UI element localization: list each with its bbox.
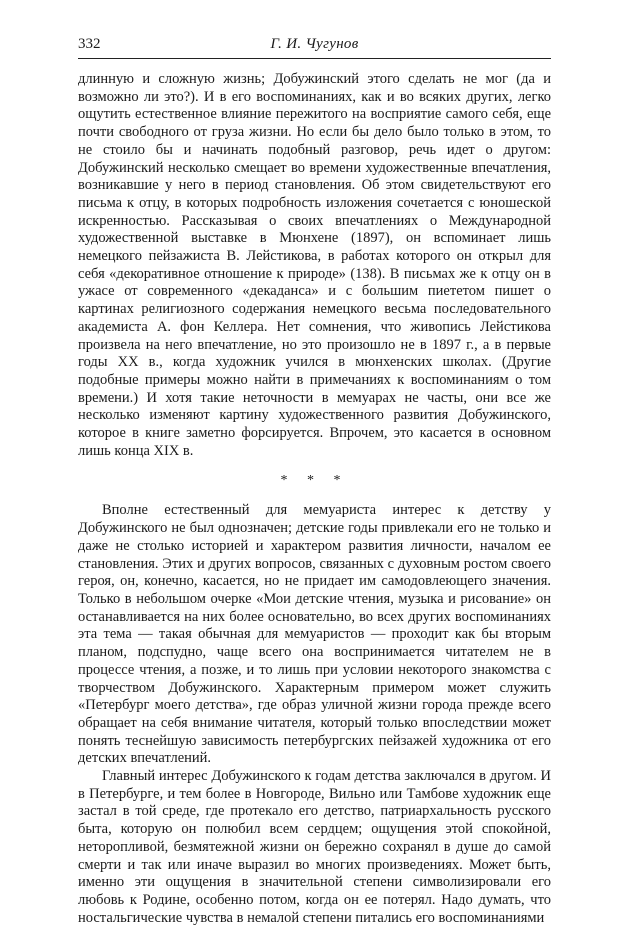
- section-divider: * * *: [280, 473, 349, 489]
- paragraph-2: Вполне естественный для мемуариста интерес к детству у Добужинского не был однозначен; детские годы привлекали его не только и даже не столько историей и характером развития личности, началом ее становления. Этих и других вопросов, связанных с духовным ростом своего героя, он, конечно, касается, но не придает им самодовлеющего значения. Только в небольшом очерке «Мои детские чтения, музыка и рисование» он останавливается на них более основательно, во всех других воспоминаниях эта тема — такая обычная для мемуаристов — проходит как бы вторым планом, подспудно, чаще всего она воспринимается читателем не в процессе чтения, а позже, и то лишь при условии некоторого знакомства с творчеством Добужинского. Характерным примером может служить «Петербург моего детства», где образ уличной жизни города прежде всего обращает на себя внимание читателя, который только впоследствии может понять теснейшую зависимость петербургских пейзажей художника от его детских впечатлений.: [78, 502, 551, 767]
- running-title: Г. И. Чугунов: [270, 36, 359, 52]
- header-rule: [78, 58, 551, 59]
- paragraph-3: Главный интерес Добужинского к годам детства заключался в другом. И в Петербурге, и тем более в Новгороде, Вильно или Тамбове художник еще застал в той среде, где протекало его детство, патриархальность русского быта, которую он полюбил всем сердцем; ощущения этой спокойной, неторопливой, безмятежной жизни он бережно сохранял в душе до самой смерти и так или иначе выразил во многих произведениях. Может быть, именно эти ощущения в значительной степени символизировали его любовь к Родине, особенно потом, когда он ее потерял. Надо думать, что ностальгические чувства в немалой степени питались его воспоминаниями: [78, 768, 551, 926]
- page-number: 332: [78, 36, 101, 52]
- paragraph-1: длинную и сложную жизнь; Добужинский этого сделать не мог (да и возможно ли это?). И в его воспоминаниях, как и во всяких других, легко ощутить естественное влияние пережитого на восприятие самого себя, еще почти свободного от груза жизни. Но если бы дело было только в этом, то не стоило бы и начинать подобный разговор, речь идет о другом: Добужинский несколько смещает во времени художественные впечатления, возникавшие у него в период становления. Об этом свидетельствуют его письма к отцу, в которых подробность изложения сочетается с юношеской искренностью. Рассказывая о своих впечатлениях о Международной художественной выставке в Мюнхене (1897), он вспоминает лишь немецкого пейзажиста В. Лейстикова, в работах которого он открыл для себя «декоративное отношение к природе» (138). В письмах же к отцу он в ужасе от современного «декаданса» и с большим пиететом пишет о картинах религиозного содержания немецкого весьма последовательного академиста А. фон Келлера. Нет сомнения, что живопись Лейстикова произвела на него впечатление, но это произошло не в 1897 г., а в первые годы XX в., когда художник учился в мюнхенских школах. (Другие подобные примеры можно найти в примечаниях к воспоминаниям о том времени.) И хотя такие неточности в мемуарах не часты, они все же несколько изменяют картину художественного развития Добужинского, которое в книге заметно форсируется. Впрочем, это касается в основном лишь конца XIX в.: [78, 71, 551, 459]
- body-text: [78, 71, 551, 927]
- page-header: [78, 34, 551, 58]
